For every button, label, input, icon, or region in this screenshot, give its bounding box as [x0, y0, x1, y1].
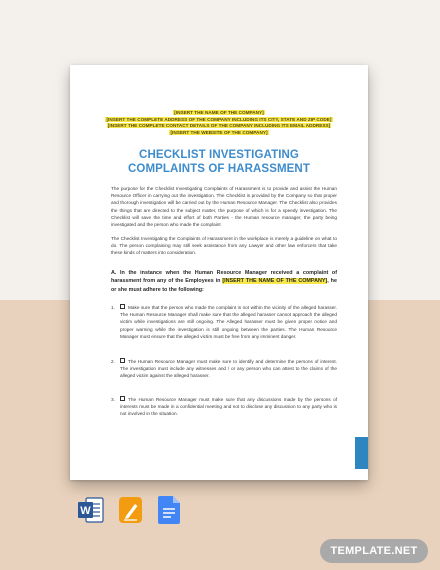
checklist-item-2 — [111, 358, 337, 382]
intro-paragraph: The purpose for the Checklist Investigating Complaints of Harassment is to provide and assist the Human Resource Officer in carrying out the investigation. The Checklist is provided by the Company so that proper and thorough investigation will be carried out by the Human Resource Manager. The Checklist also provides the things that are directed to the subject matter, the purpose of which is for a speedy investigation. The Checklist will save the time and effort of both Parties - the Human resource manager, the party being investigated and the person who made the complaint — [111, 186, 337, 228]
header-company-contact: [INSERT THE COMPLETE CONTACT DETAILS OF THE COMPANY INCLUDING ITS EMAIL ADDRESS] — [107, 123, 331, 128]
section-a-heading: A. In the instance when the Human Resource Manager received a complaint of harassment from any of the Employees in [INSERT THE NAME OF THE COMPANY], he or she must adhere to the following: — [111, 270, 337, 293]
guideline-paragraph: The Checklist Investigating the Complaints of Harassment in the workplace is merely a guideline on what to do. The person complaining may still seek assistance from any Lawyer and other law enforcers that take these kinds of matters into consideration. — [111, 236, 337, 256]
word-icon-letter: W — [80, 505, 91, 517]
checklist-item-3 — [111, 396, 337, 420]
item-text: The Human Resource Manager must make sure that any discussions made by the persons of interests must be made in a confidential meeting and not to disclose any discussion to any party who is not involved in the situation. — [120, 397, 337, 417]
header-company-address: [INSERT THE COMPLETE ADDRESS OF THE COMPANY INCLUDING ITS CITY, STATE AND ZIP CODE] — [106, 116, 332, 122]
document-title-line-2: COMPLAINTS OF HARASSMENT — [128, 163, 310, 175]
item-text: The Human Resource Manager must make sure to identify and determine the persons of interest. The investigation must include any witnesses and / or any person who can attest to the claims of the alleged victim against the alleged harasser. — [120, 359, 337, 379]
pages-icon[interactable] — [119, 496, 143, 529]
header-company-name: [INSERT THE NAME OF THE COMPANY] — [174, 110, 264, 115]
item-text: Make sure that the person who made the complaint is not within the vicinity of the alleged harasser. The Human Resource Manager shall make sure that the alleged harasser cannot approach the alleged victim while investigations are still ongoing. The Alleged harasser must be given proper notice and proper warning while the investigation is still ongoing between the parties. The Human Resource Manager must ensure that the alleged victim must be free from any imminent danger. — [120, 305, 337, 339]
document-accent-bar — [355, 437, 368, 469]
item-number: 2. — [111, 359, 115, 364]
checklist-item-1 — [111, 304, 337, 350]
word-icon[interactable] — [78, 496, 104, 529]
google-docs-icon[interactable] — [158, 496, 180, 529]
document-preview[interactable] — [70, 65, 368, 480]
header-company-website: [INSERT THE WEBSITE OF THE COMPANY] — [170, 129, 268, 135]
template-net-badge[interactable]: TEMPLATE.NET — [320, 539, 428, 563]
section-a-company-placeholder: [INSERT THE NAME OF THE COMPANY] — [222, 278, 328, 285]
item-number: 3. — [111, 397, 115, 402]
item-number: 1. — [111, 305, 115, 310]
document-title-line-1: CHECKLIST INVESTIGATING — [139, 149, 299, 161]
